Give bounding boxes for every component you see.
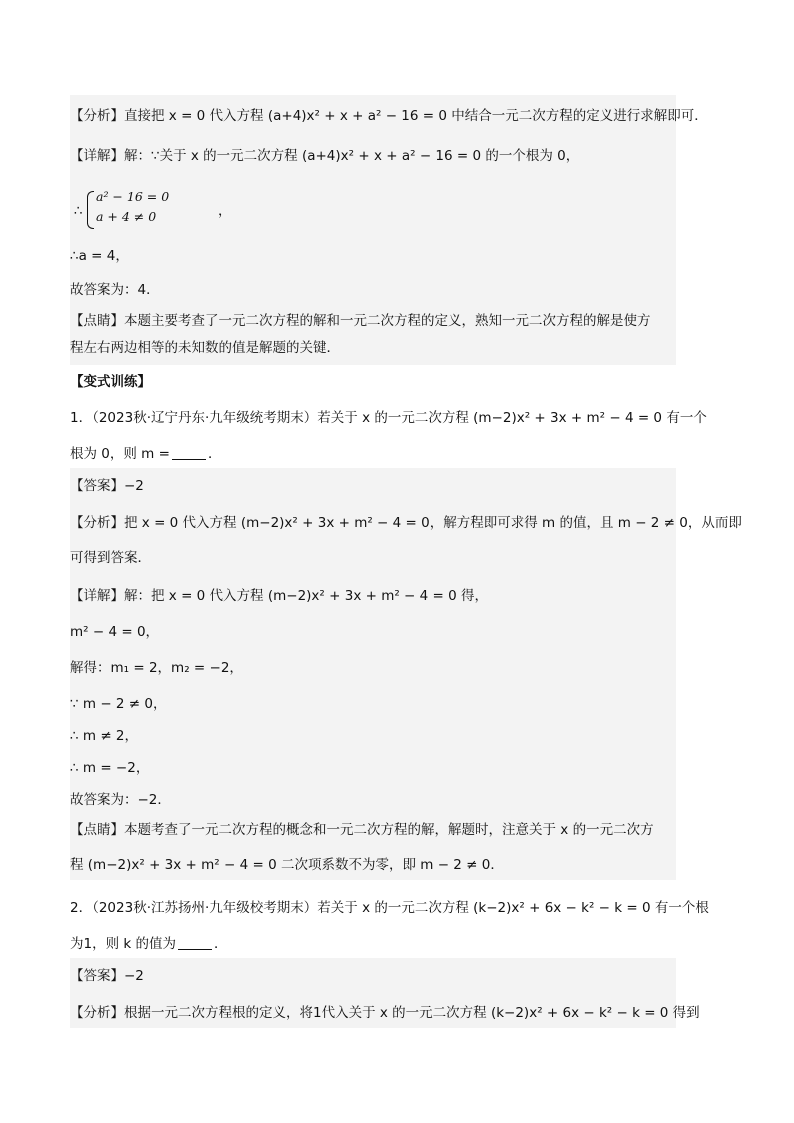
q1-comment-1: 【点睛】本题考查了一元二次方程的概念和一元二次方程的解，解题时，注意关于 x 的一元二次方	[70, 822, 654, 838]
q1-detail-7: 故答案为：−2．	[70, 792, 171, 808]
q1-answer: 【答案】−2	[70, 478, 144, 494]
equation-system	[70, 187, 676, 235]
q1-analysis-2: 可得到答案．	[70, 550, 151, 566]
question-1-text: 根为 0，则 m =	[70, 446, 170, 462]
answer-line: 故答案为：4．	[70, 282, 160, 298]
question-2-period: ．	[214, 936, 228, 952]
system-row-1: a² − 16 = 0	[96, 189, 170, 204]
analysis-line: 【分析】直接把 x = 0 代入方程 (a+4)x² + x + a² − 16 = 0 中结合一元二次方程的定义进行求解即可．	[70, 108, 708, 124]
result-line: ∴a = 4，	[70, 248, 129, 264]
q1-detail-1: 【详解】解：把 x = 0 代入方程 (m−2)x² + 3x + m² − 4 = 0 得，	[70, 588, 489, 604]
question-2-line-1: 2．（2023秋·江苏扬州·九年级校考期末）若关于 x 的一元二次方程 (k−2)x² + 6x − k² − k = 0 有一个根	[70, 900, 709, 916]
detail-line: 【详解】解：∵关于 x 的一元二次方程 (a+4)x² + x + a² − 16 = 0 的一个根为 0，	[70, 148, 580, 164]
question-2-text: 为1，则 k 的值为	[70, 936, 176, 952]
question-1-period: ．	[207, 446, 222, 462]
question-2-line-2	[70, 934, 676, 954]
therefore-symbol: ∴	[74, 203, 83, 219]
question-1-line-2	[70, 444, 676, 464]
question-1-line-1: 1．（2023秋·辽宁丹东·九年级统考期末）若关于 x 的一元二次方程 (m−2)x² + 3x + m² − 4 = 0 有一个	[70, 410, 707, 426]
section-title: 【变式训练】	[70, 374, 151, 390]
answer-blank	[172, 446, 206, 460]
left-brace	[87, 191, 94, 229]
q1-detail-5: ∴ m ≠ 2，	[70, 728, 139, 744]
answer-blank-2	[178, 936, 212, 950]
system-comma: ，	[218, 203, 232, 219]
q1-detail-3: 解得：m₁ = 2，m₂ = −2，	[70, 660, 243, 676]
comment-line-2: 程左右两边相等的未知数的值是解题的关键．	[70, 340, 340, 356]
q2-answer: 【答案】−2	[70, 968, 144, 984]
q2-analysis-1: 【分析】根据一元二次方程根的定义，将1代入关于 x 的一元二次方程 (k−2)x² + 6x − k² − k = 0 得到	[70, 1005, 700, 1021]
q1-analysis-1: 【分析】把 x = 0 代入方程 (m−2)x² + 3x + m² − 4 = 0，解方程即可求得 m 的值，且 m − 2 ≠ 0，从而即	[70, 515, 742, 531]
comment-line-1: 【点睛】本题主要考查了一元二次方程的解和一元二次方程的定义，熟知一元二次方程的解是使方	[70, 313, 651, 329]
q1-detail-4: ∵ m − 2 ≠ 0，	[70, 696, 167, 712]
q1-detail-6: ∴ m = −2，	[70, 760, 150, 776]
q1-detail-2: m² − 4 = 0，	[70, 624, 160, 640]
q1-comment-2: 程 (m−2)x² + 3x + m² − 4 = 0 二次项系数不为零，即 m − 2 ≠ 0．	[70, 857, 504, 873]
system-row-2: a + 4 ≠ 0	[96, 209, 157, 224]
